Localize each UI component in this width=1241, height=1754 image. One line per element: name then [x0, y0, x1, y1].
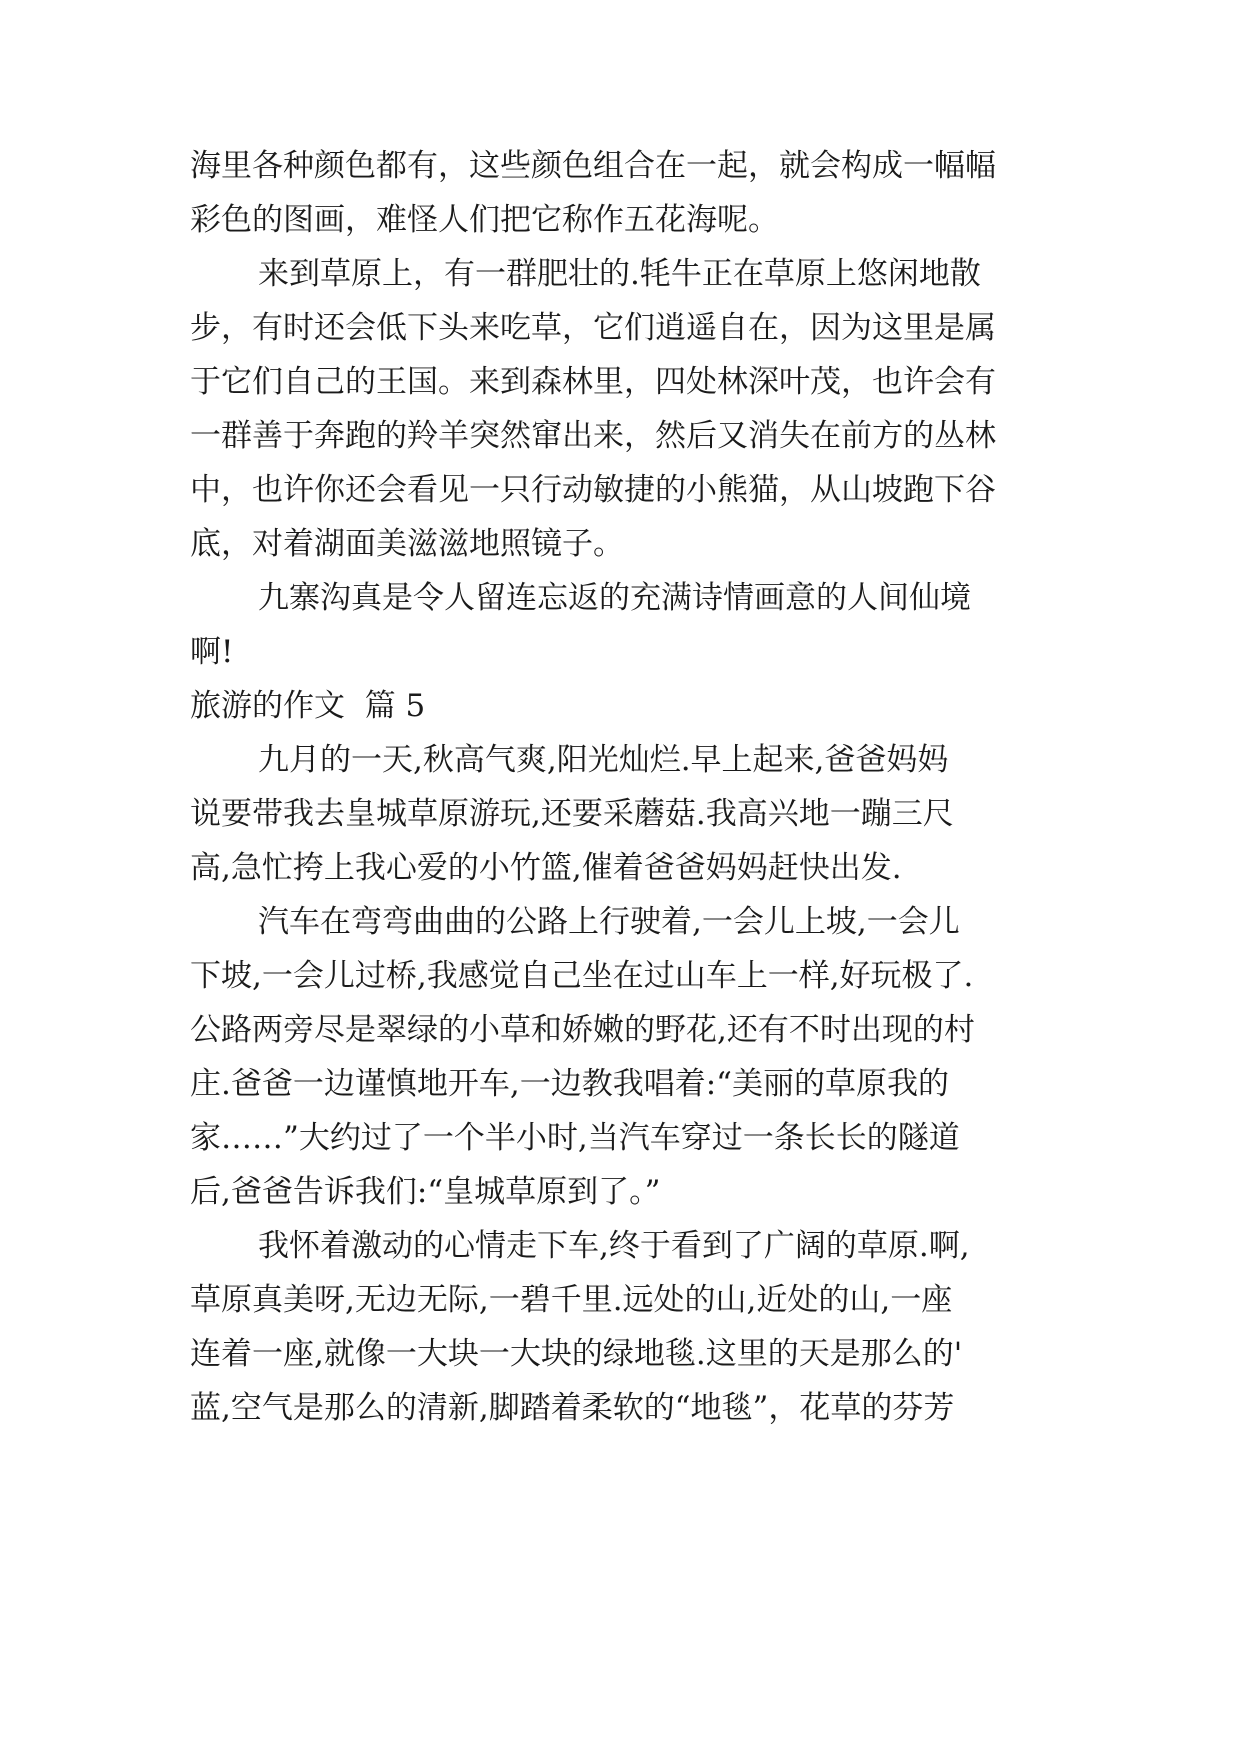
- text-line: 底，对着湖面美滋滋地照镜子。: [190, 526, 624, 562]
- paragraph-start-line: 汽车在弯弯曲曲的公路上行驶着,一会儿上坡,一会儿: [258, 904, 960, 940]
- text-line: 家……”大约过了一个半小时,当汽车穿过一条长长的隧道: [190, 1120, 960, 1156]
- text-line: 草原真美呀,无边无际,一碧千里.远处的山,近处的山,一座: [190, 1282, 953, 1318]
- text-line: 蓝,空气是那么的清新,脚踏着柔软的“地毯”，花草的芬芳: [190, 1390, 955, 1426]
- text-line: 说要带我去皇城草原游玩,还要采蘑菇.我高兴地一蹦三尺: [190, 796, 954, 832]
- text-line: 公路两旁尽是翠绿的小草和娇嫩的野花,还有不时出现的村: [190, 1012, 975, 1048]
- paragraph-start-line: 来到草原上，有一群肥壮的.牦牛正在草原上悠闲地散: [258, 256, 981, 292]
- text-line: 庄.爸爸一边谨慎地开车,一边教我唱着:“美丽的草原我的: [190, 1066, 949, 1102]
- text-line: 啊!: [190, 634, 234, 670]
- text-line: 一群善于奔跑的羚羊突然窜出来，然后又消失在前方的丛林: [190, 418, 996, 454]
- text-line: 下坡,一会儿过桥,我感觉自己坐在过山车上一样,好玩极了.: [190, 958, 974, 994]
- text-line: 步，有时还会低下头来吃草，它们逍遥自在，因为这里是属: [190, 310, 996, 346]
- text-line: 彩色的图画，难怪人们把它称作五花海呢。: [190, 202, 779, 238]
- text-line: 后,爸爸告诉我们:“皇城草原到了。”: [190, 1174, 661, 1210]
- paragraph-start-line: 我怀着激动的心情走下车,终于看到了广阔的草原.啊,: [258, 1228, 970, 1264]
- section-heading: 旅游的作文 篇 5: [190, 688, 426, 724]
- text-line: 海里各种颜色都有，这些颜色组合在一起，就会构成一幅幅: [190, 148, 996, 184]
- text-line: 于它们自己的王国。来到森林里，四处林深叶茂，也许会有: [190, 364, 996, 400]
- paragraph-start-line: 九寨沟真是令人留连忘返的充满诗情画意的人间仙境: [258, 580, 971, 616]
- text-line: 中，也许你还会看见一只行动敏捷的小熊猫，从山坡跑下谷: [190, 472, 996, 508]
- text-line: 高,急忙挎上我心爱的小竹篮,催着爸爸妈妈赶快出发.: [190, 850, 902, 886]
- paragraph-start-line: 九月的一天,秋高气爽,阳光灿烂.早上起来,爸爸妈妈: [258, 742, 949, 778]
- text-line: 连着一座,就像一大块一大块的绿地毯.这里的天是那么的': [190, 1336, 963, 1372]
